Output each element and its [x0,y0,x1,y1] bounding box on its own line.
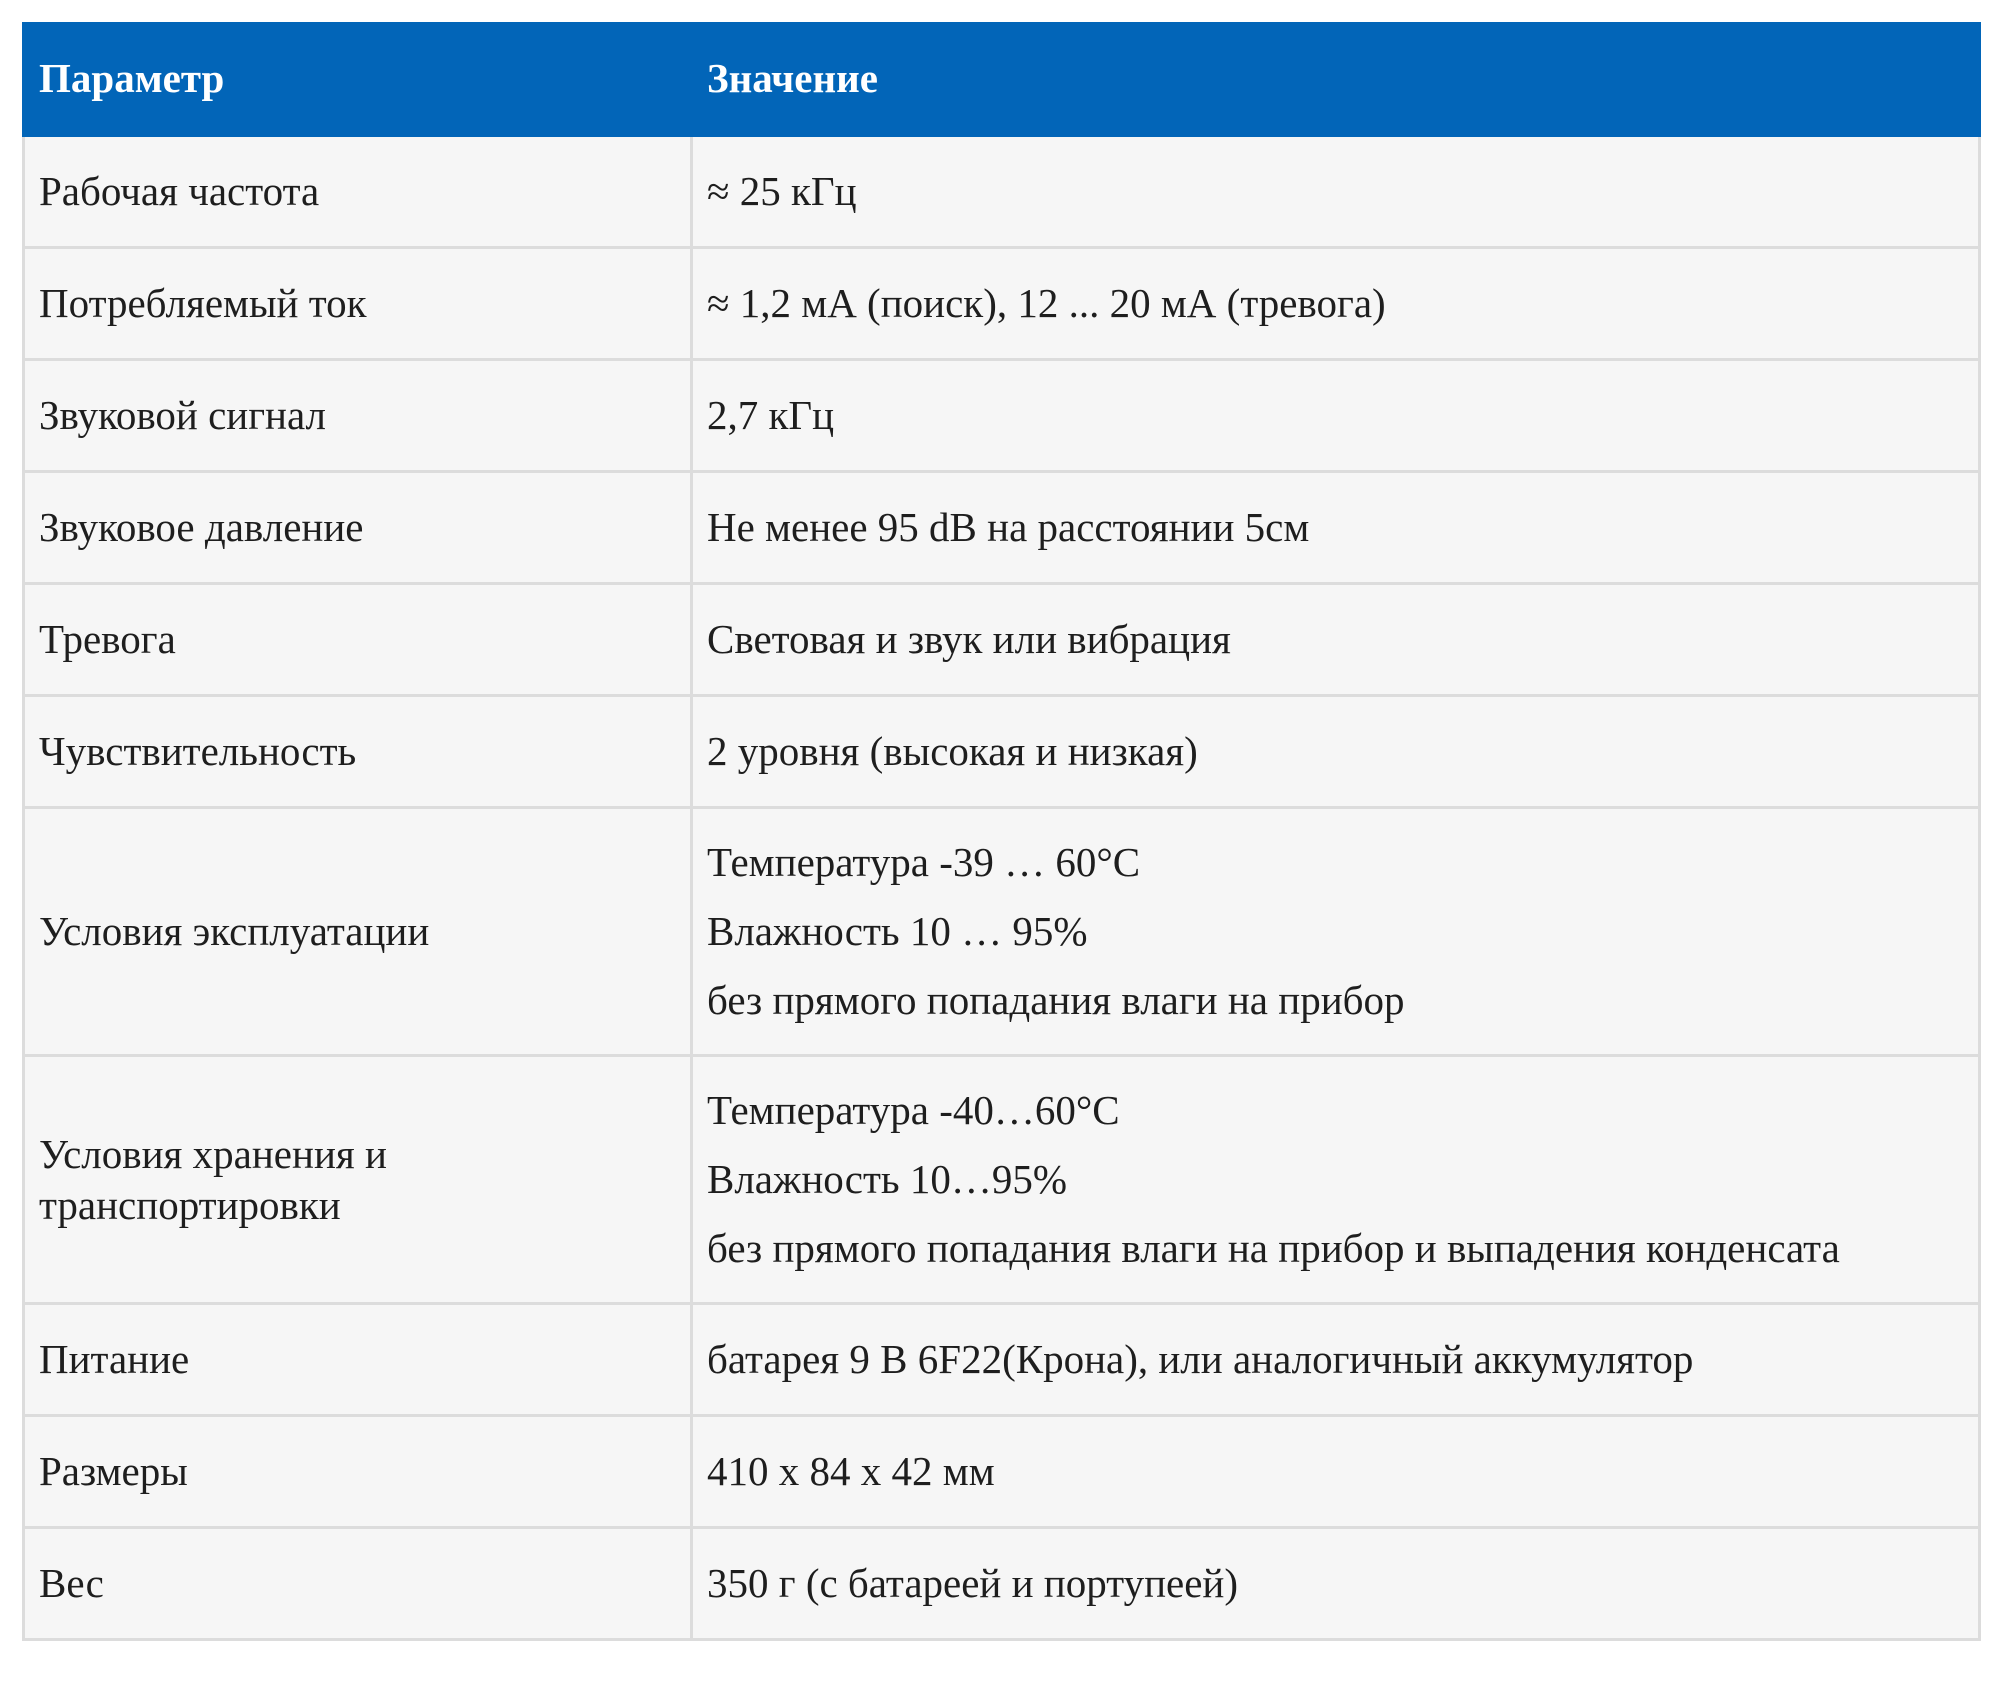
param-line: транспортировки [39,1181,341,1228]
value-line: Температура -40…60°C [707,1087,1120,1133]
table-row [24,472,1980,584]
value-cell: ≈ 25 кГц [692,136,1980,248]
header-value: Значение [692,22,1980,136]
param-cell: Вес [24,1528,692,1640]
table-row [24,696,1980,808]
table-row [24,1416,1980,1528]
value-line: без прямого попадания влаги на прибор и выпадения конденсата [707,1225,1840,1271]
value-line: Температура -39 … 60°C [707,839,1141,885]
param-cell: Чувствительность [24,696,692,808]
param-cell [24,1056,692,1304]
param-cell: Рабочая частота [24,136,692,248]
param-cell: Звуковой сигнал [24,360,692,472]
table-row [24,1304,1980,1416]
table-row [24,136,1980,248]
value-cell: батарея 9 В 6F22(Крона), или аналогичный аккумулятор [692,1304,1980,1416]
param-cell: Размеры [24,1416,692,1528]
param-cell: Питание [24,1304,692,1416]
value-cell: ≈ 1,2 мА (поиск), 12 ... 20 мА (тревога) [692,248,1980,360]
specifications-table [22,22,1981,1641]
param-cell: Потребляемый ток [24,248,692,360]
param-cell: Звуковое давление [24,472,692,584]
table-row [24,1528,1980,1640]
value-cell: 2,7 кГц [692,360,1980,472]
table-row [24,360,1980,472]
param-line: Условия хранения и [39,1130,387,1177]
table-row [24,1056,1980,1304]
value-cell: 410 x 84 x 42 мм [692,1416,1980,1528]
value-cell [692,1056,1980,1304]
table-row [24,584,1980,696]
table-row [24,808,1980,1056]
table-body [24,136,1980,1640]
value-cell [692,808,1980,1056]
value-cell: Не менее 95 dB на расстоянии 5см [692,472,1980,584]
table-header [24,22,1980,136]
value-cell: 2 уровня (высокая и низкая) [692,696,1980,808]
value-cell: Световая и звук или вибрация [692,584,1980,696]
header-row [24,22,1980,136]
value-line: Влажность 10…95% [707,1156,1068,1202]
header-param: Параметр [24,22,692,136]
value-cell: 350 г (с батареей и портупеей) [692,1528,1980,1640]
param-cell: Тревога [24,584,692,696]
table-row [24,248,1980,360]
value-line: Влажность 10 … 95% [707,908,1088,954]
param-cell: Условия эксплуатации [24,808,692,1056]
value-line: без прямого попадания влаги на прибор [707,977,1405,1023]
